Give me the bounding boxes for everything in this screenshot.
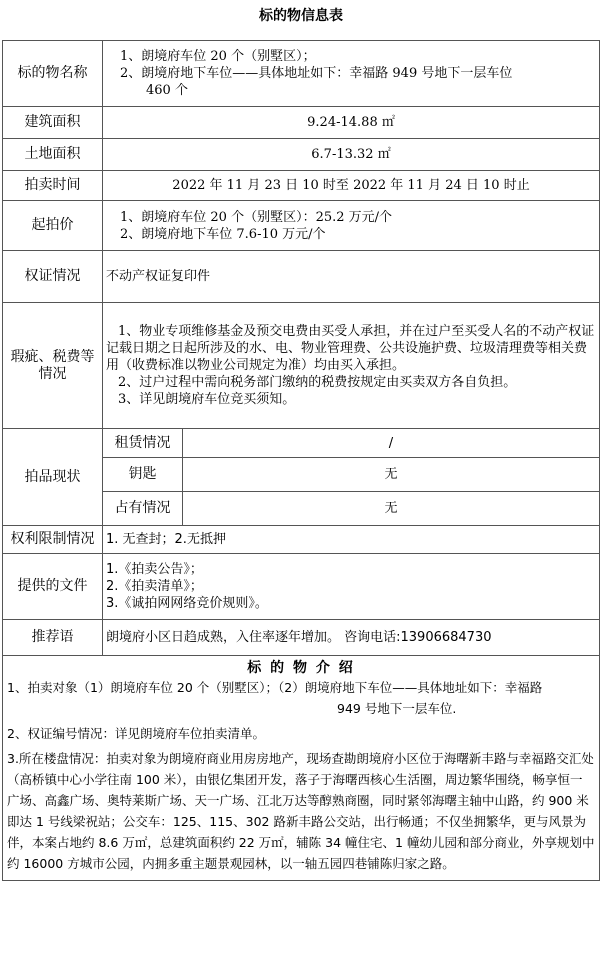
status-key-lease: 租赁情况 (103, 429, 183, 458)
rec-value: 朗境府小区日趋成熟，入住率逐年增加。 咨询电话:13906684730 (103, 620, 600, 656)
status-key-key: 钥匙 (103, 458, 183, 492)
row-limit (3, 526, 600, 554)
start-line-2: 2、朗境府地下车位 7.6-10 万元/个 (120, 226, 326, 242)
intro-p3: 3.所在楼盘情况：拍卖对象为朗境府商业用房房地产，现场查勘朗境府小区位于海曙新丰路与幸福路交汇处（高桥镇中心小学往南 100 米），由银亿集团开发，落子于海曙西核心生活圈，周边繁华围绕，畅享恒一广场、高鑫广场、奥特莱斯广场、天一广场、江北万达等醇熟商圈，同时紧邻海曙主轴中山路，约 900 米即达 1 号线梁祝站；公交车：125、115、302 路新丰路公交站，出行畅通；不仅坐拥繁华，更与风景为伴，本案占地约 8.6 万㎡，总建筑面积约 22 万㎡，辅陈 34 幢住宅、1 幢幼儿园和部分商业，外享规划中约 16000 方城市公园，内拥多重主题景观园林，以一轴五园四巷铺陈归家之路。 (7, 751, 595, 871)
rec-label: 推荐语 (3, 620, 103, 656)
intro-p2: 2、权证编号情况：详见朗境府车位拍卖清单。 (7, 726, 265, 741)
name-line-1: 1、朗境府车位 20 个（别墅区）； (120, 49, 316, 64)
area-value: 9.24-14.88 ㎡ (103, 107, 600, 139)
row-recommend (3, 620, 600, 656)
docs-label: 提供的文件 (3, 554, 103, 620)
name-label: 标的物名称 (3, 41, 103, 107)
intro-p1b: 949 号地下一层车位. (337, 701, 457, 716)
info-table (2, 40, 600, 881)
time-label: 拍卖时间 (3, 171, 103, 201)
intro-title: 标 的 物 介 绍 (247, 660, 355, 676)
row-defect (3, 303, 600, 429)
row-land (3, 139, 600, 171)
time-value: 2022 年 11 月 23 日 10 时至 2022 年 11 月 24 日 10 时止 (103, 171, 600, 201)
row-status-lease (3, 429, 600, 458)
start-line-1: 1、朗境府车位 20 个（别墅区）：25.2 万元/个 (120, 209, 393, 225)
status-label: 拍品现状 (3, 429, 103, 526)
defect-value (103, 303, 600, 429)
intro-p1: 1、拍卖对象（1）朗境府车位 20 个（别墅区）；（2）朗境府地下车位——具体地址如下：幸福路 (7, 680, 543, 695)
start-value (103, 201, 600, 251)
land-value: 6.7-13.32 ㎡ (103, 139, 600, 171)
docs-line-3: 3.《诚拍网网络竞价规则》。 (106, 596, 268, 611)
row-name (3, 41, 600, 107)
cert-value: 不动产权证复印件 (103, 251, 600, 303)
status-key-occupy: 占有情况 (103, 492, 183, 526)
name-line-2: 2、朗境府地下车位——具体地址如下：幸福路 949 号地下一层车位 (120, 66, 513, 81)
limit-value: 1. 无查封；2.无抵押 (103, 526, 600, 554)
defect-label: 瑕疵、税费等情况 (3, 303, 103, 429)
docs-line-1: 1.《拍卖公告》； (106, 562, 203, 577)
name-line-3: 460 个 (146, 83, 188, 98)
row-cert (3, 251, 600, 303)
row-docs (3, 554, 600, 620)
defect-line-3: 3、详见朗境府车位竞买须知。 (118, 392, 296, 407)
name-value (103, 41, 600, 107)
area-label: 建筑面积 (3, 107, 103, 139)
docs-value (103, 554, 600, 620)
row-intro (3, 656, 600, 881)
page-title: 标的物信息表 (259, 8, 343, 24)
limit-label: 权利限制情况 (3, 526, 103, 554)
cert-label: 权证情况 (3, 251, 103, 303)
row-area (3, 107, 600, 139)
status-val-occupy: 无 (183, 492, 600, 526)
row-start-price (3, 201, 600, 251)
defect-line-2: 2、过户过程中需向税务部门缴纳的税费按规定由买卖双方各自负担。 (118, 375, 517, 390)
land-label: 土地面积 (3, 139, 103, 171)
defect-line-1: 1、物业专项维修基金及预交电费由买受人承担，并在过户至买受人名的不动产权证记载日期之日起所涉及的水、电、物业管理费、公共设施护费、垃圾清理费等相关费用（收费标准以物业公司规定为准）均由买入承担。 (106, 324, 595, 373)
status-val-key: 无 (183, 458, 600, 492)
status-val-lease: / (183, 429, 600, 458)
intro-section (3, 656, 600, 881)
row-time (3, 171, 600, 201)
docs-line-2: 2.《拍卖清单》； (106, 579, 203, 594)
start-label: 起拍价 (3, 201, 103, 251)
